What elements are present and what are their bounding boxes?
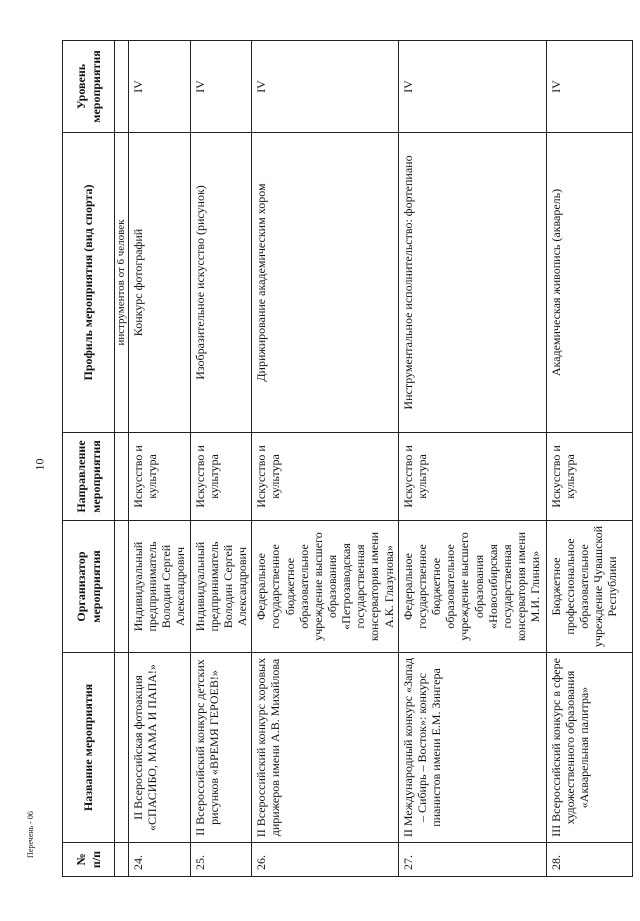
table-frame — [62, 41, 620, 877]
row-num: 24. — [128, 843, 190, 877]
row-direction: Искусство и культура — [398, 433, 546, 521]
rotated-table-container — [62, 41, 620, 877]
header-direction: Направление мероприятия — [63, 433, 115, 521]
row-profile: Конкурс фотографий — [128, 133, 190, 433]
row-organizer: Бюджетное профессиональное образовательное учреждение Чувашской Республики — [546, 521, 632, 653]
row-profile: Инструментальное исполнительство: фортепиано — [398, 133, 546, 433]
row-level: IV — [128, 41, 190, 133]
continuation-cell — [115, 843, 129, 877]
row-organizer: Федеральное государственное бюджетное образовательное учреждение высшего образования «Петрозаводская государственная консерватория имени А.К. Глазунова» — [252, 521, 399, 653]
continuation-cell — [115, 521, 129, 653]
row-profile: Изобразительное искусство (рисунок) — [190, 133, 252, 433]
header-name: Название мероприятия — [63, 653, 115, 843]
header-num: № п/п — [63, 843, 115, 877]
row-name: II Всероссийский конкурс детских рисунков «ВРЕМЯ ГЕРОЕВ!» — [190, 653, 252, 843]
row-profile: Академическая живопись (акварель) — [546, 133, 632, 433]
continuation-row — [115, 41, 129, 877]
table-row — [546, 41, 632, 877]
footer-note: Перечень - 06 — [26, 811, 35, 858]
table-row — [252, 41, 399, 877]
row-name: II Всероссийский конкурс хоровых дирижеров имени А.В. Михайлова — [252, 653, 399, 843]
row-name: II Всероссийская фотоакция «СПАСИБО, МАМА И ПАПА!» — [128, 653, 190, 843]
continuation-profile: инструментов от 6 человек — [115, 133, 129, 433]
header-organizer: Организатор мероприятия — [63, 521, 115, 653]
row-num: 26. — [252, 843, 399, 877]
row-direction: Искусство и культура — [128, 433, 190, 521]
row-num: 28. — [546, 843, 632, 877]
continuation-cell — [115, 433, 129, 521]
table-row — [128, 41, 190, 877]
row-direction: Искусство и культура — [546, 433, 632, 521]
continuation-cell — [115, 653, 129, 843]
row-organizer: Индивидуальный предприниматель Володин Сергей Александрович — [190, 521, 252, 653]
continuation-cell — [115, 41, 129, 133]
events-table — [62, 40, 633, 877]
table-header-row — [63, 41, 115, 877]
header-profile: Профиль мероприятия (вид спорта) — [63, 133, 115, 433]
row-name: III Всероссийский конкурс в сфере художественного образования «Акварельная палитра» — [546, 653, 632, 843]
row-direction: Искусство и культура — [252, 433, 399, 521]
row-profile: Дирижирование академическим хором — [252, 133, 399, 433]
row-organizer: Индивидуальный предприниматель Володин Сергей Александрович — [128, 521, 190, 653]
row-name: II Международный конкурс «Запад – Сибирь – Восток»: конкурс пианистов имени Е.М. Зингера — [398, 653, 546, 843]
row-num: 25. — [190, 843, 252, 877]
header-level: Уровень мероприятия — [63, 41, 115, 133]
row-level: IV — [252, 41, 399, 133]
page-number: 10 — [32, 458, 47, 471]
row-direction: Искусство и культура — [190, 433, 252, 521]
table-row — [398, 41, 546, 877]
row-organizer: Федеральное государственное бюджетное образовательное учреждение высшего образования «Новосибирская государственная консерватория имени М.И. Глинки» — [398, 521, 546, 653]
row-num: 27. — [398, 843, 546, 877]
table-row — [190, 41, 252, 877]
row-level: IV — [546, 41, 632, 133]
row-level: IV — [398, 41, 546, 133]
row-level: IV — [190, 41, 252, 133]
